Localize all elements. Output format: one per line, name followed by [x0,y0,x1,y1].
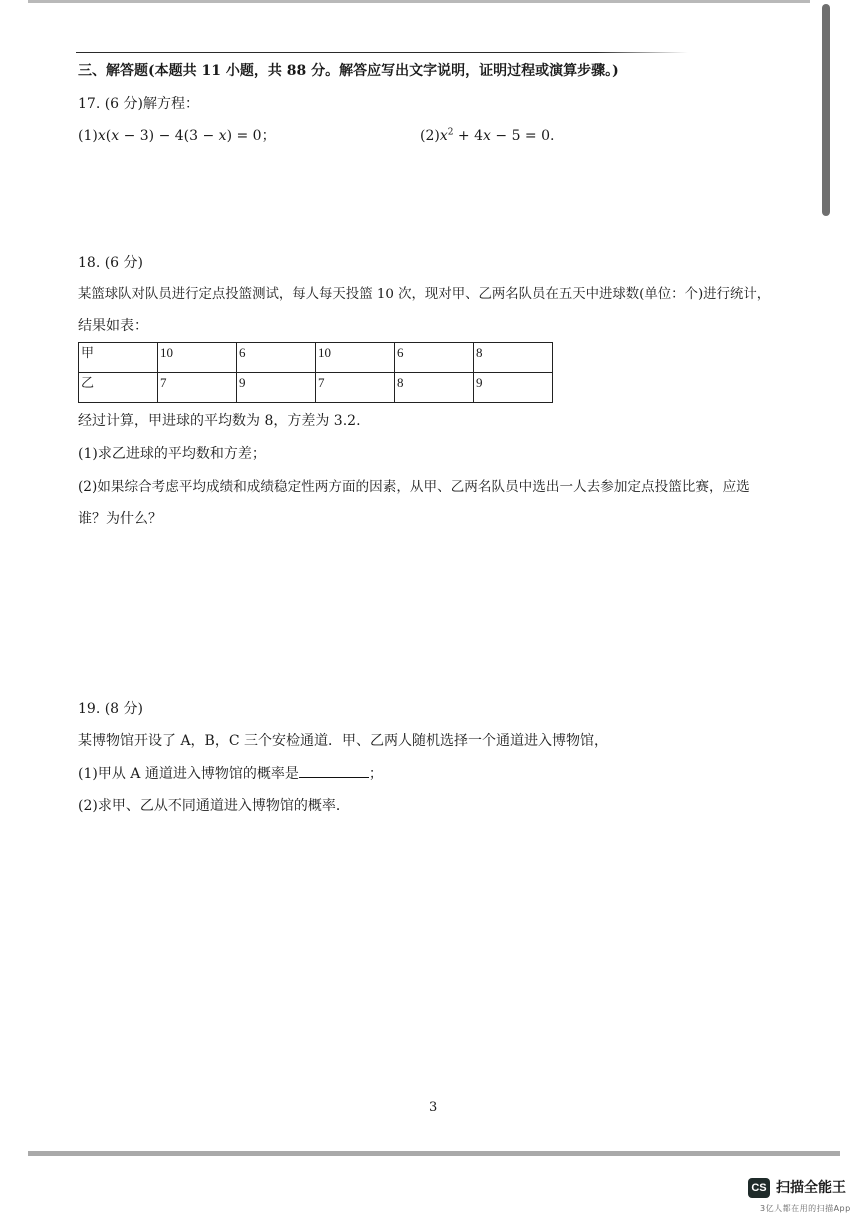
table-cell: 8 [395,373,474,403]
table-cell: 8 [474,343,553,373]
q17-equation-1: (1)x(x − 3) − 4(3 − x) = 0； [78,128,276,144]
q19-part1: (1)甲从 A 通道进入博物馆的概率是 ； [78,763,383,784]
top-border [28,0,810,3]
page-number: 3 [429,1100,438,1115]
table-cell: 9 [474,373,553,403]
table-cell: 6 [395,343,474,373]
table-cell: 乙 [79,373,158,403]
q19-part2: (2)求甲、乙从不同通道进入博物馆的概率． [78,798,350,814]
camscanner-logo-icon: CS [748,1178,770,1198]
table-cell: 7 [158,373,237,403]
table-cell: 7 [316,373,395,403]
scrollbar-thumb[interactable] [822,4,830,216]
table-row [79,343,553,373]
table-cell: 6 [237,343,316,373]
q18-text-line1: 某篮球队对队员进行定点投篮测试，每人每天投篮 10 次，现对甲、乙两名队员在五天中进球数(单位：个)进行统计， [78,287,771,302]
q18-part2-line1: (2)如果综合考虑平均成绩和成绩稳定性两方面的因素，从甲、乙两名队员中选出一人去参加定点投篮比赛，应选 [78,479,750,495]
table-cell: 10 [158,343,237,373]
table-cell: 甲 [79,343,158,373]
q17-title: 17. (6 分)解方程： [78,96,199,112]
score-table [78,342,553,403]
q18-part2-line2: 谁？为什么？ [78,511,162,527]
watermark-brand: 扫描全能王 [776,1180,846,1196]
watermark-tagline: 3亿人都在用的扫描App [760,1204,851,1213]
bottom-border [28,1151,840,1156]
q18-text-line3: 经过计算，甲进球的平均数为 8，方差为 3.2. [78,413,361,429]
section-header: 三、解答题(本题共 11 小题，共 88 分。解答应写出文字说明，证明过程或演算步骤。) [78,63,619,79]
table-row [79,373,553,403]
q19-text-line1: 某博物馆开设了 A，B，C 三个安检通道．甲、乙两人随机选择一个通道进入博物馆， [78,733,609,749]
q18-title: 18. (6 分) [78,255,143,271]
q18-text-line2: 结果如表： [78,318,148,334]
q17-equation-2: $(2)x^2 + 4x - 5 = 0$. [420,127,555,144]
q19-title: 19. (8 分) [78,701,143,717]
table-cell: 10 [316,343,395,373]
section-separator [76,52,688,53]
answer-blank [299,763,369,778]
table-cell: 9 [237,373,316,403]
q18-part1: (1)求乙进球的平均数和方差； [78,446,266,462]
